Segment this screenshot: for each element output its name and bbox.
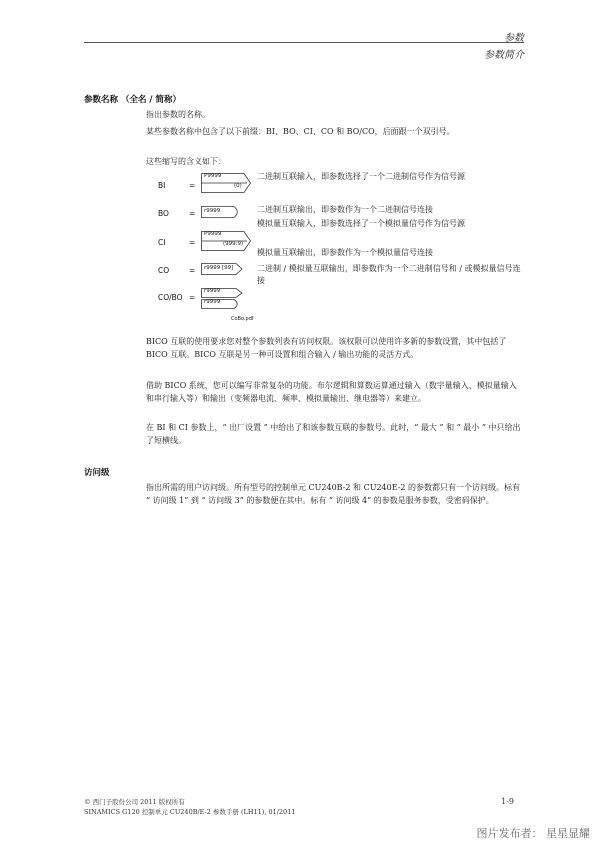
bi-box-bottom: (0) <box>234 183 242 189</box>
row-eq-co: = <box>189 266 196 275</box>
param-name-p6: 在 BI 和 CI 参数上，“ 出厂设置 ” 中给出了和该参数互联的参数号。此时，“ 最大 ” 和 “ 最小 ” 中只给出了短横线。 <box>146 423 521 445</box>
bo-box-top: r9999 <box>204 208 221 214</box>
footer-copyright: © 西门子股份公司 2011 版权所有 <box>84 798 185 806</box>
param-name-p4: BICO 互联的使用要求您对整个参数列表有访问权限。该权限可以使用许多新的参数设置，其中包括了 BICO 互联。BICO 互联是另一种可设置和组合输入 / 输出功能的灵活方式。 <box>146 337 507 359</box>
cobo-box-top: r9999 <box>204 288 221 294</box>
cobo-box-bottom: r9999 <box>204 299 221 305</box>
row-label-bo: BO <box>158 209 169 218</box>
section-title: 参数简介 <box>484 50 524 61</box>
row-eq-bo: = <box>189 209 196 218</box>
row-label-bi: BI <box>158 181 166 190</box>
param-name-p1: 指出参数的名称。 <box>146 110 210 119</box>
publisher-watermark: 图片发布者： 星星显耀 <box>476 827 590 840</box>
row-eq-ci: = <box>189 238 196 247</box>
page-number: 1-9 <box>501 797 514 806</box>
bico-figure <box>0 0 600 330</box>
ci-box-bottom: (999:9) <box>223 241 244 247</box>
access-p1: 指出所需的用户访问级。所有型号的控制单元 CU240B-2 和 CU240E-2 的参数都只有一个访问级。标有 “ 访问级 1” 到 “ 访问级 3” 的参数便在其中。标有 “ 访问级 4” 的参数是服务参数，受密码保护。 <box>146 483 521 505</box>
param-name-p3: 这些缩写的含义如下： <box>146 157 226 166</box>
row-label-co: CO <box>158 266 170 275</box>
ci-box-top: P9999 <box>204 231 222 237</box>
row-desc-bi: 二进制互联输入，即参数选择了一个二进制信号作为信号源 <box>257 172 465 181</box>
row-desc-cobo: 二进制 / 模拟量互联输出，即参数作为一个二进制信号和 / 或模拟量信号连接 <box>257 264 521 285</box>
footer-manual: SINAMICS G120 控制单元 CU240B/E-2 参数手册 (LH11), 01/2011 <box>84 808 296 816</box>
row-eq-bi: = <box>189 181 196 190</box>
access-heading: 访问级 <box>84 468 110 478</box>
chapter-title: 参数 <box>504 33 524 44</box>
param-name-heading: 参数名称 （全名 / 简称） <box>84 95 181 105</box>
co-box-top: r9999 [99] <box>204 265 234 271</box>
row-desc-ci: 模拟量互联输入，即参数选择了一个模拟量信号作为信号源 <box>257 219 465 228</box>
row-eq-cobo: = <box>189 293 196 302</box>
row-desc-co: 模拟量互联输出，即参数作为一个模拟量信号连接 <box>257 248 433 257</box>
row-label-ci: CI <box>158 238 166 247</box>
row-label-cobo: CO/BO <box>158 293 183 302</box>
param-name-p2: 某些参数名称中包含了以下前缀：BI、BO、CI、CO 和 BO/CO，后面跟一个双引号。 <box>146 127 455 136</box>
param-name-p5: 借助 BICO 系统，您可以编写非常复杂的功能。布尔逻辑和算数运算通过输入（数字量输入、模拟量输入和串行输入等）和输出（变频器电流、频率、模拟量输出、继电器等）来建立。 <box>146 381 517 403</box>
row-desc-bo: 二进制互联输出，即参数作为一个二进制信号连接 <box>257 205 433 214</box>
figure-caption: CoBo.pdf <box>231 316 254 322</box>
bi-box-top: P9999 <box>204 173 222 179</box>
